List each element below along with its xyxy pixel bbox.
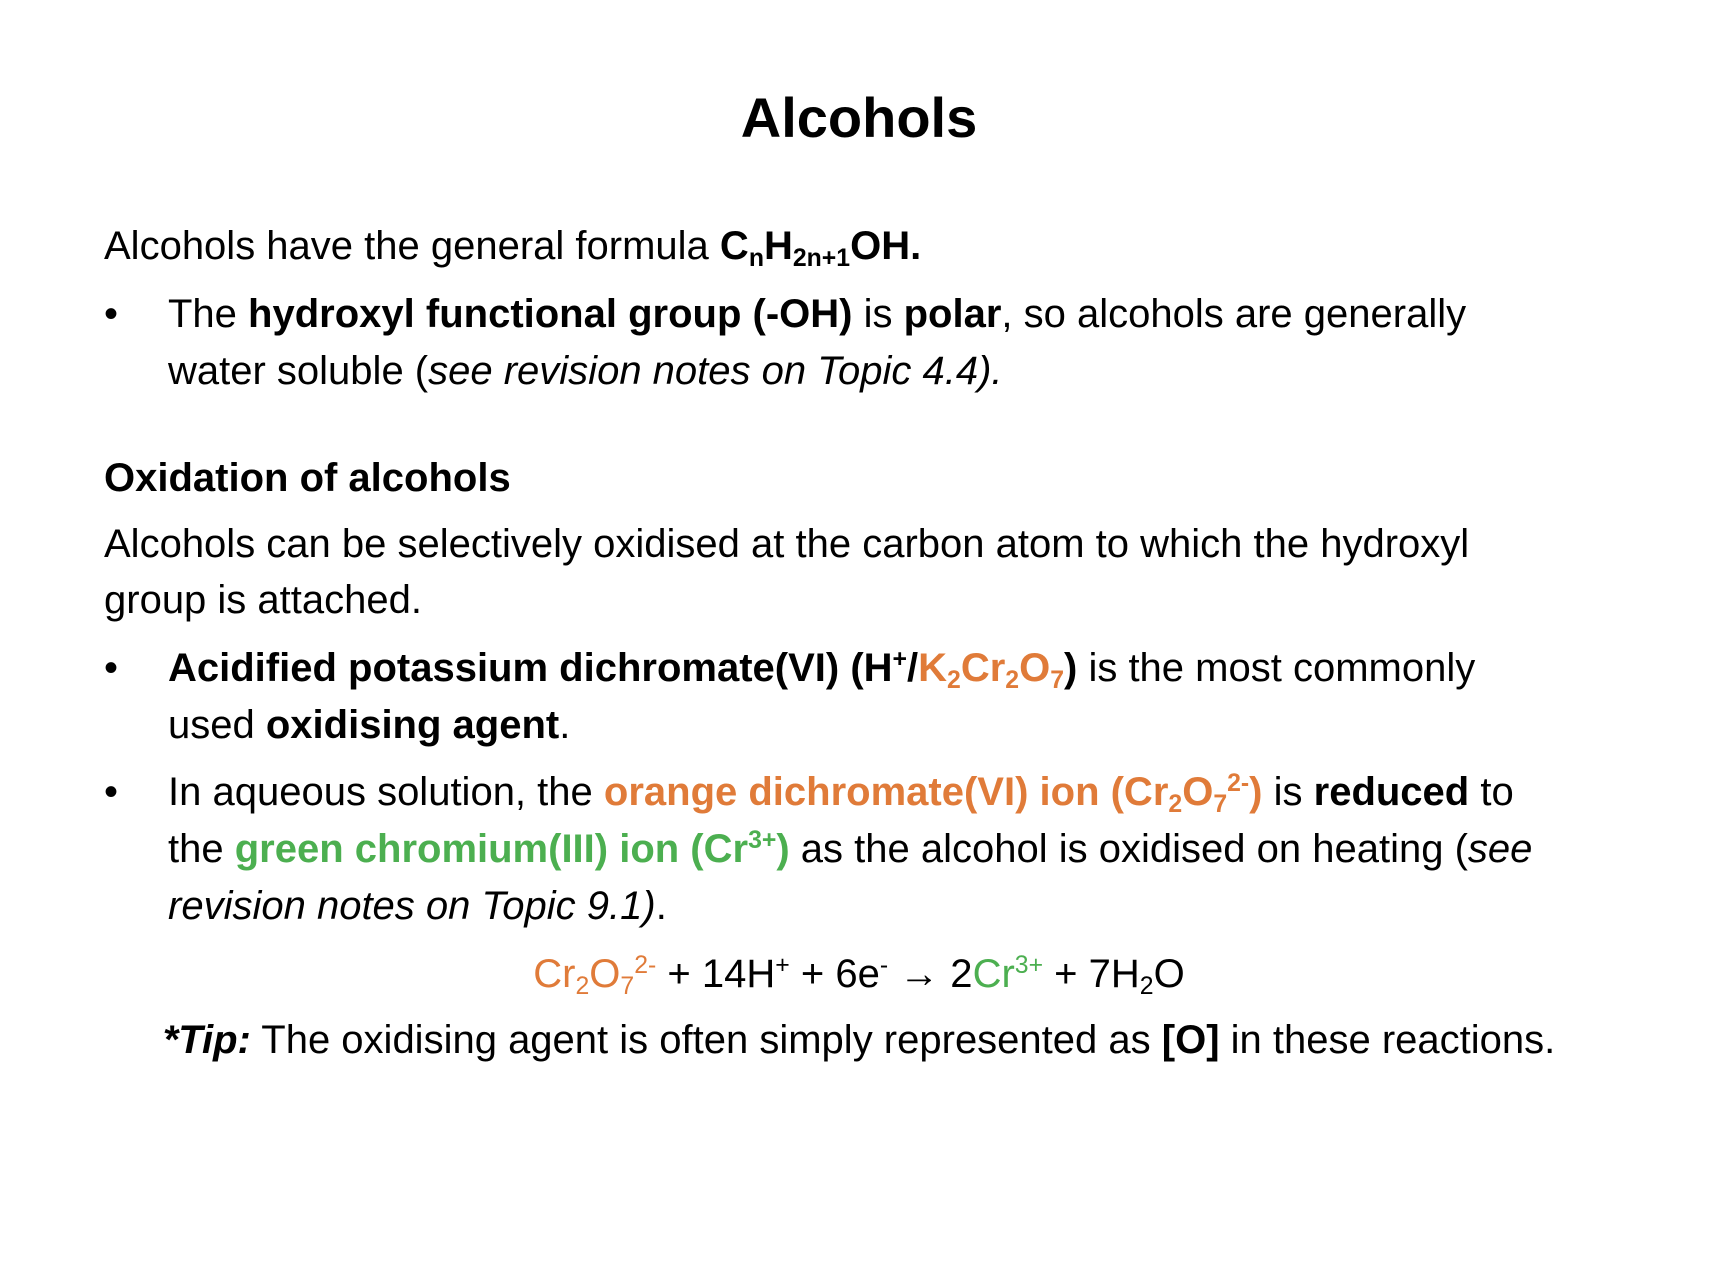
subscript: 7 bbox=[1050, 667, 1064, 695]
bullet-dichromate bbox=[168, 640, 1475, 754]
text-segment: + 14H bbox=[656, 952, 776, 996]
text-segment: water soluble ( bbox=[168, 349, 429, 393]
oxidation-paragraph bbox=[104, 516, 1469, 628]
subscript: 2 bbox=[947, 667, 961, 695]
oxidising-agent-term: oxidising agent bbox=[265, 703, 560, 747]
charge: - bbox=[879, 952, 889, 980]
oxygen-symbol: [O] bbox=[1161, 1018, 1220, 1062]
formula-tail: OH. bbox=[850, 224, 922, 268]
formula-n: n bbox=[748, 245, 764, 273]
text-segment: The bbox=[168, 292, 249, 336]
general-formula bbox=[719, 224, 922, 273]
charge: 3+ bbox=[748, 827, 777, 855]
subscript: 7 bbox=[620, 973, 635, 1001]
text-segment: green chromium(III) ion (Cr bbox=[234, 827, 749, 871]
text-segment: + 7H bbox=[1043, 952, 1140, 996]
dichromate-ion bbox=[533, 952, 657, 1001]
subscript: 2 bbox=[575, 973, 590, 1001]
text-segment: ) bbox=[776, 827, 790, 871]
text-segment: . bbox=[655, 884, 667, 928]
text-segment: , so alcohols are generally bbox=[1001, 292, 1467, 336]
text-segment: the bbox=[168, 827, 235, 871]
text-segment: / bbox=[907, 646, 919, 690]
section-heading: Oxidation of alcohols bbox=[104, 456, 511, 500]
text-segment: In aqueous solution, the bbox=[168, 770, 604, 814]
chromium-ion bbox=[973, 952, 1044, 996]
element: K bbox=[918, 646, 948, 690]
text-segment: see bbox=[1467, 827, 1533, 871]
subscript: 2 bbox=[1168, 791, 1183, 819]
element: Cr bbox=[972, 952, 1015, 996]
reagent-name bbox=[168, 646, 1078, 695]
paragraph-line: Alcohols can be selectively oxidised at the carbon atom to which the hydroxyl bbox=[104, 522, 1470, 566]
reduced-term: reduced bbox=[1313, 770, 1470, 814]
charge: 2- bbox=[1227, 770, 1250, 798]
charge: + bbox=[892, 646, 908, 674]
element: O bbox=[1019, 646, 1051, 690]
element: O bbox=[589, 952, 621, 996]
reaction-arrow: → 2 bbox=[888, 952, 973, 996]
text-segment: + 6e bbox=[789, 952, 880, 996]
polar-term: polar bbox=[903, 292, 1002, 336]
revision-note-ref: revision notes on Topic 9.1) bbox=[168, 884, 656, 928]
page-title: Alcohols bbox=[740, 86, 978, 149]
text-segment: is bbox=[852, 292, 904, 336]
intro-line bbox=[104, 218, 921, 274]
charge: + bbox=[775, 952, 790, 980]
formula-h: H bbox=[763, 224, 793, 268]
subscript: 2 bbox=[1139, 973, 1154, 1001]
text-segment: used bbox=[168, 703, 266, 747]
text-segment: is bbox=[1262, 770, 1314, 814]
text-segment: Acidified potassium dichromate(VI) (H bbox=[168, 646, 893, 690]
text-segment: . bbox=[559, 703, 571, 747]
half-equation bbox=[0, 946, 1718, 1002]
element: Cr bbox=[960, 646, 1006, 690]
hydroxyl-group-term: hydroxyl functional group (-OH) bbox=[248, 292, 853, 336]
charge: 2- bbox=[634, 952, 657, 980]
text-segment: ) bbox=[1064, 646, 1078, 690]
tip-line bbox=[0, 1012, 1718, 1068]
text-segment: as the alcohol is oxidised on heating ( bbox=[789, 827, 1468, 871]
orange-ion bbox=[603, 770, 1263, 819]
text-segment: to bbox=[1469, 770, 1514, 814]
bullet-hydroxyl bbox=[168, 286, 1466, 400]
element: O bbox=[1182, 770, 1214, 814]
text-segment: The oxidising agent is often simply represented as bbox=[250, 1018, 1162, 1062]
revision-note-ref: see revision notes on Topic 4.4). bbox=[428, 349, 1003, 393]
text-segment: ) bbox=[1249, 770, 1263, 814]
formula-h-sub: 2n+1 bbox=[792, 245, 851, 273]
text-segment: O bbox=[1153, 952, 1185, 996]
element: Cr bbox=[533, 952, 576, 996]
bullet-marker: • bbox=[104, 292, 119, 336]
paragraph-line: group is attached. bbox=[104, 578, 422, 622]
subscript: 2 bbox=[1005, 667, 1020, 695]
green-ion bbox=[235, 827, 790, 871]
formula-c: C bbox=[719, 224, 749, 268]
subscript: 7 bbox=[1213, 791, 1228, 819]
bullet-marker: • bbox=[104, 770, 119, 814]
charge: 3+ bbox=[1014, 952, 1044, 980]
intro-text: Alcohols have the general formula bbox=[104, 224, 720, 268]
tip-label: *Tip: bbox=[162, 1018, 251, 1062]
text-segment: is the most commonly bbox=[1077, 646, 1476, 690]
bullet-reduction bbox=[168, 764, 1532, 935]
text-segment: orange dichromate(VI) ion (Cr bbox=[603, 770, 1169, 814]
bullet-marker: • bbox=[104, 646, 119, 690]
text-segment: in these reactions. bbox=[1219, 1018, 1556, 1062]
dichromate-formula bbox=[918, 646, 1064, 695]
